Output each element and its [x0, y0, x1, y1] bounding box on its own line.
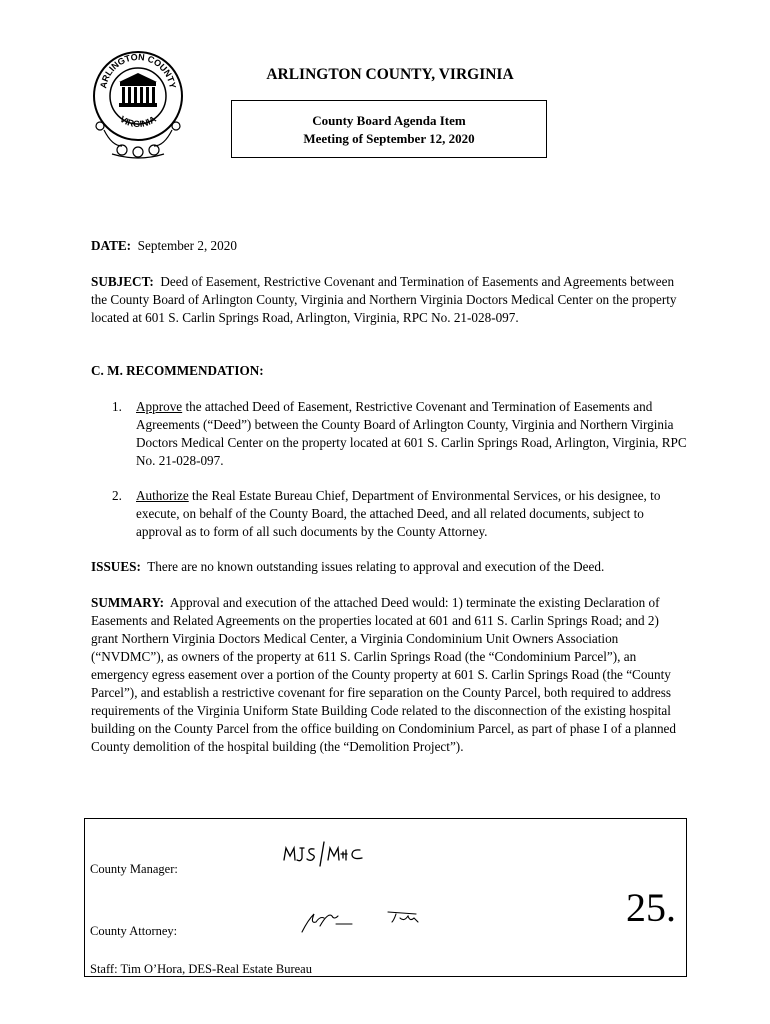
county-attorney-label: County Attorney:: [90, 924, 178, 938]
seal-bottom-text: VIRGINIA: [118, 113, 158, 130]
subject-text: Deed of Easement, Restrictive Covenant and Termination of Easements and Agreements between the County Board of Arlington County, Virginia and Northern Virginia Doctors Medical Center on the property located at 601 S. Carlin Springs Road, Arlington, Virginia, RPC No. 21-028-097.: [91, 274, 677, 325]
agenda-item-box: [231, 100, 547, 158]
issues-text: There are no known outstanding issues relating to approval and execution of the Deed.: [147, 559, 605, 574]
summary-paragraph: [91, 594, 686, 756]
subject-paragraph: [91, 273, 681, 327]
item-number: 1.: [112, 399, 122, 414]
date-line: [91, 237, 691, 255]
agenda-item-number: 25.: [626, 885, 676, 930]
signature-box: [84, 818, 687, 977]
issues-paragraph: [91, 558, 691, 576]
staff-label: Staff: Tim O’Hora, DES-Real Estate Bureau: [90, 962, 312, 976]
svg-text:VIRGINIA: [118, 114, 158, 130]
seal-top-text: ARLINGTON COUNTY: [98, 51, 178, 90]
item-text: the attached Deed of Easement, Restrictive Covenant and Termination of Easements and Agreements (“Deed”) between the County Board of Arlington County, Virginia and Northern Virginia Doctors Medical Center on the property located at 601 S. Carlin Springs Road, Arlington, Virginia, RPC No. 21-028-097.: [136, 399, 687, 468]
date-label: DATE:: [91, 238, 132, 253]
issues-label: ISSUES:: [91, 559, 141, 574]
county-attorney-signature: [290, 906, 440, 936]
county-title: ARLINGTON COUNTY, VIRGINIA: [266, 66, 514, 83]
meeting-date: Meeting of September 12, 2020: [303, 131, 475, 146]
recommendation-item: [112, 398, 687, 470]
summary-text: Approval and execution of the attached Deed would: 1) terminate the existing Declaration of Easements and Related Agreements on the properties located at 601 and 611 S. Carlin Springs Road; and 2) grant Northern Virginia Doctors Medical Center, a Virginia Condominium Unit Owners Association (“NVDMC”), as owners of the property at 611 S. Carlin Springs Road (the “Condominium Parcel”), an emergency egress easement over a portion of the County property at 601 S. Carlin Springs Road (the “County Parcel”), and establish a restrictive covenant for fire separation on the County Parcel, both required to address requirements of the Virginia Uniform State Building Code related to the disconnection of the existing hospital building on the County Parcel from the office building on Condominium Parcel, as part of phase I of a planned County demolition of the hospital building (the “Demolition Project”).: [91, 595, 677, 754]
item-number: 2.: [112, 488, 122, 503]
subject-label: SUBJECT:: [91, 274, 154, 289]
county-manager-signature: [280, 838, 375, 868]
item-text: the Real Estate Bureau Chief, Department of Environmental Services, or his designee, to execute, on behalf of the County Board, the attached Deed, and all related documents, subject to approval as to form of all such documents by the County Attorney.: [136, 488, 661, 539]
agenda-item-label: County Board Agenda Item: [312, 113, 466, 128]
item-verb: Approve: [136, 399, 183, 414]
recommendation-heading: C. M. RECOMMENDATION:: [91, 363, 264, 378]
summary-label: SUMMARY:: [91, 595, 165, 610]
date-value: September 2, 2020: [137, 238, 237, 253]
county-manager-label: County Manager:: [90, 862, 178, 876]
item-verb: Authorize: [136, 488, 189, 503]
recommendation-item: [112, 487, 687, 541]
county-seal: [92, 46, 184, 164]
